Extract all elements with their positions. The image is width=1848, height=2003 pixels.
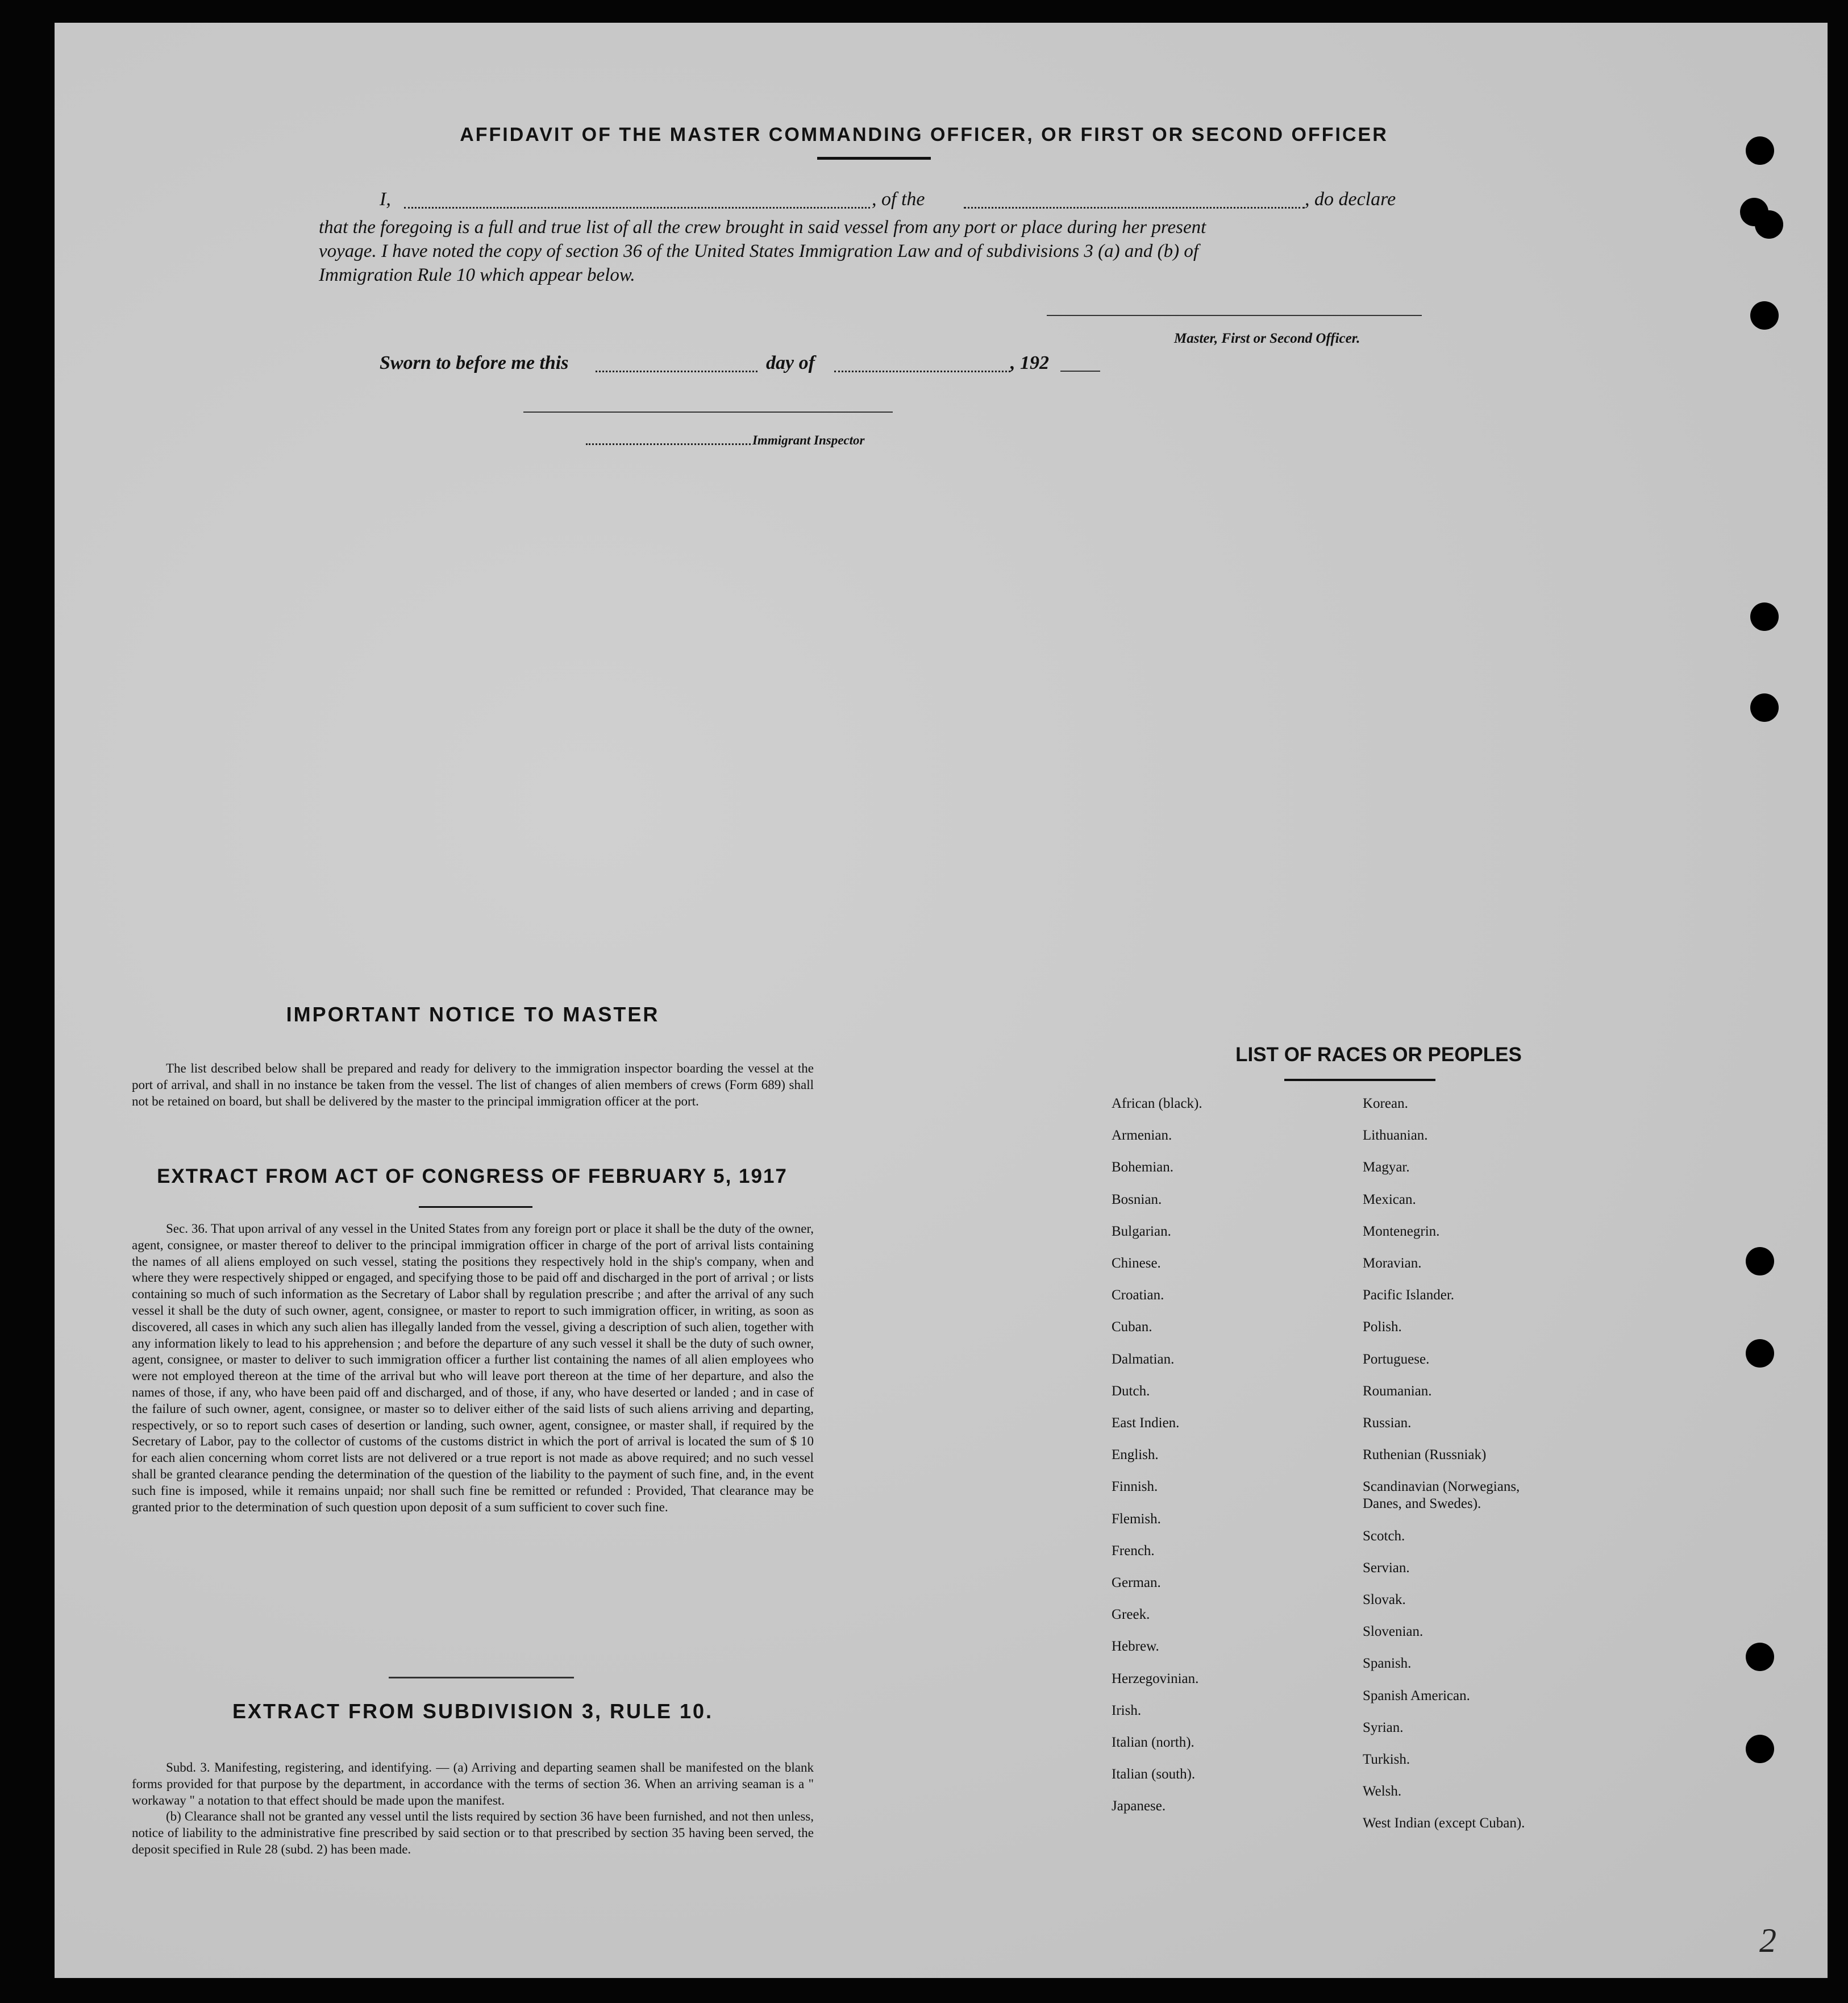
margin-handwritten-mark: 2 (1759, 1922, 1776, 1959)
race-item: Croatian. (1112, 1287, 1164, 1303)
section-36-paragraph: Sec. 36. That upon arrival of any vessel in the United States from any foreign port or place it shall be the duty of the owner, agent, consignee, or master thereof to deliver to the principal immigration officer in charge of the port of arrival lists containing the names of all aliens employed on such vessel, stating the positions they respectively hold in the ship's company, when and where they were respectively shipped or engaged, and specifying those to be paid off and discharged in the port of arrival ; or lists containing so much of such information as the Secretary of Labor shall by regulation prescribe ; and after the arrival of any such vessel it shall be the duty of such owner, agent, consignee, or master to report to such immigration officer, in writing, as soon as discovered, all cases in which any such alien has illegally landed from the vessel, giving a description of such alien, together with any information likely to lead to his apprehension ; and before the departure of any such vessel it shall be the duty of such owner, agent, consignee, or master to deliver to such immigration officer a further list containing the names of all alien employees who were not employed thereon at the time of the arrival but who will leave port thereon at the time of her departure, and also the names of those, if any, who have been paid off and discharged, and of those, if any, who have deserted or landed ; and in case of the failure of such owner, agent, consignee, or master so to deliver either of the said lists of such aliens arriving and departing, respectively, or so to report such cases of desertion or landing, such owner, agent, consignee, or master shall, if required by the Secretary of Labor, pay to the collector of customs of the customs district in which the port of arrival is located the sum of $ 10 for each alien concerning whom corret lists are not delivered or a true report is not made as above required; and no such vessel shall be granted clearance pending the determination of the question of the liability to the payment of such fine, and, in the event such fine is imposed, while it remains unpaid; nor shall such fine be remitted or refunded : Provided, That clearance may be granted prior to the determination of such question upon deposit of a sum sufficient to cover such fine. (132, 1221, 814, 1514)
master-name-line[interactable] (404, 207, 870, 209)
race-item: Japanese. (1112, 1798, 1166, 1814)
race-item: German. (1112, 1575, 1161, 1590)
binder-hole (1746, 1247, 1774, 1275)
race-item: Russian. (1363, 1415, 1412, 1431)
vessel-name-line[interactable] (964, 207, 1305, 209)
race-item: Bohemian. (1112, 1160, 1174, 1175)
race-item: Slovenian. (1363, 1624, 1424, 1640)
binder-hole (1750, 602, 1779, 631)
subdivision-a-paragraph: Subd. 3. Manifesting, registering, and identifying. — (a) Arriving and departing seamen shall be manifested on the blank forms provided for that purpose by the department, in accordance with the terms of section 36. When an arriving seaman is a " workaway " a notation to that effect should be made upon the manifest. (132, 1760, 814, 1807)
race-item: Herzegovinian. (1112, 1670, 1199, 1686)
race-item: Bulgarian. (1112, 1223, 1171, 1239)
binder-hole (1750, 693, 1779, 722)
race-item: Magyar. (1363, 1160, 1410, 1175)
race-item: Lithuanian. (1363, 1128, 1428, 1144)
races-title: LIST OF RACES OR PEOPLES (1235, 1044, 1522, 1066)
race-item: Pacific Islander. (1363, 1287, 1455, 1303)
affidavit-of-the-label: , of the (872, 189, 925, 210)
signature-line[interactable] (1047, 315, 1422, 316)
race-item: Flemish. (1112, 1511, 1161, 1527)
race-item: Spanish. (1363, 1656, 1412, 1672)
race-item: Armenian. (1112, 1128, 1172, 1144)
sworn-day-line[interactable] (596, 371, 757, 372)
notice-text (132, 1061, 814, 1109)
subdivision-b-paragraph: (b) Clearance shall not be granted any vessel until the lists required by section 36 have been furnished, and not then unless, notice of liability to the administrative fine prescribed by said section or to that prescribed by section 35 having been served, the deposit specified in Rule 28 (subd. 2) has been made. (132, 1809, 814, 1856)
race-item: Welsh. (1363, 1784, 1402, 1800)
race-item: Cuban. (1112, 1319, 1152, 1335)
race-item: Ruthenian (Russniak) (1363, 1447, 1487, 1463)
race-item: Roumanian. (1363, 1383, 1432, 1399)
sworn-year-line[interactable] (1060, 371, 1100, 372)
race-item: African (black). (1112, 1096, 1202, 1111)
sworn-label: Sworn to before me this (380, 352, 569, 373)
race-item: Mexican. (1363, 1191, 1416, 1207)
notice-paragraph: The list described below shall be prepared and ready for delivery to the immigration inspector boarding the vessel at the port of arrival, and shall in no instance be taken from the vessel. The list of changes of alien members of crews (Form 689) shall not be retained on board, but shall be delivered by the master to the principal immigration officer at the port. (132, 1061, 814, 1108)
act-extract-rule (419, 1206, 532, 1208)
affidavit-i-label: I, (380, 189, 391, 210)
race-item: Dutch. (1112, 1383, 1150, 1399)
race-item: Italian (south). (1112, 1767, 1196, 1782)
race-item: Scandinavian (Norwegians, (1363, 1479, 1520, 1495)
affidavit-title: AFFIDAVIT OF THE MASTER COMMANDING OFFICER, OR FIRST OR SECOND OFFICER (460, 124, 1388, 146)
binder-hole (1746, 136, 1774, 165)
race-item: Servian. (1363, 1560, 1410, 1576)
race-item: Scotch. (1363, 1528, 1405, 1544)
race-item: Slovak. (1363, 1592, 1406, 1607)
rule-extract-text (132, 1760, 814, 1858)
binder-hole (1746, 1643, 1774, 1671)
race-item: Chinese. (1112, 1256, 1161, 1271)
race-item: Dalmatian. (1112, 1351, 1175, 1367)
affidavit-body-line2: voyage. I have noted the copy of section 36 of the United States Immigration Law and of subdivisions 3 (a) and (b) of (319, 241, 1199, 261)
race-item: Montenegrin. (1363, 1223, 1440, 1239)
race-item: Spanish American. (1363, 1688, 1470, 1703)
race-item: French. (1112, 1543, 1155, 1559)
binder-hole (1755, 210, 1783, 239)
race-item: Korean. (1363, 1096, 1408, 1111)
act-extract-text (132, 1221, 814, 1515)
race-item: Danes, and Swedes). (1363, 1496, 1481, 1512)
day-of-label: day of (766, 352, 815, 373)
inspector-dotted-line (586, 443, 751, 445)
race-item: Italian (north). (1112, 1735, 1194, 1750)
race-item: Greek. (1112, 1607, 1150, 1623)
sworn-month-line[interactable] (834, 371, 1010, 372)
race-item: West Indian (except Cuban). (1363, 1815, 1525, 1831)
rule-extract-title: EXTRACT FROM SUBDIVISION 3, RULE 10. (232, 1699, 714, 1723)
year-prefix: , 192 (1010, 352, 1049, 373)
race-item: English. (1112, 1447, 1159, 1463)
binder-hole (1746, 1735, 1774, 1763)
race-item: Hebrew. (1112, 1639, 1159, 1655)
race-item: Finnish. (1112, 1479, 1158, 1495)
inspector-signature-line[interactable] (523, 412, 893, 413)
act-extract-title: EXTRACT FROM ACT OF CONGRESS OF FEBRUARY 5, 1917 (157, 1165, 788, 1187)
binder-hole (1750, 301, 1779, 330)
inspector-caption: Immigrant Inspector (752, 433, 865, 447)
signature-caption: Master, First or Second Officer. (1174, 331, 1360, 346)
race-item: Irish. (1112, 1702, 1142, 1718)
rule-extract-separator (389, 1677, 574, 1678)
document-sheet (55, 23, 1828, 1978)
race-item: Moravian. (1363, 1256, 1422, 1271)
race-item: Bosnian. (1112, 1191, 1162, 1207)
race-item: East Indien. (1112, 1415, 1180, 1431)
race-item: Polish. (1363, 1319, 1402, 1335)
affidavit-body-line1: that the foregoing is a full and true list of all the crew brought in said vessel from any port or place during her present (319, 217, 1206, 238)
race-item: Turkish. (1363, 1752, 1410, 1767)
affidavit-body-line3: Immigration Rule 10 which appear below. (319, 265, 635, 285)
race-item: Syrian. (1363, 1719, 1404, 1735)
affidavit-title-rule (817, 157, 931, 160)
notice-title: IMPORTANT NOTICE TO MASTER (286, 1003, 660, 1026)
binder-hole (1746, 1339, 1774, 1368)
affidavit-do-declare: , do declare (1305, 189, 1396, 210)
races-title-rule (1284, 1079, 1435, 1081)
race-item: Portuguese. (1363, 1351, 1430, 1367)
